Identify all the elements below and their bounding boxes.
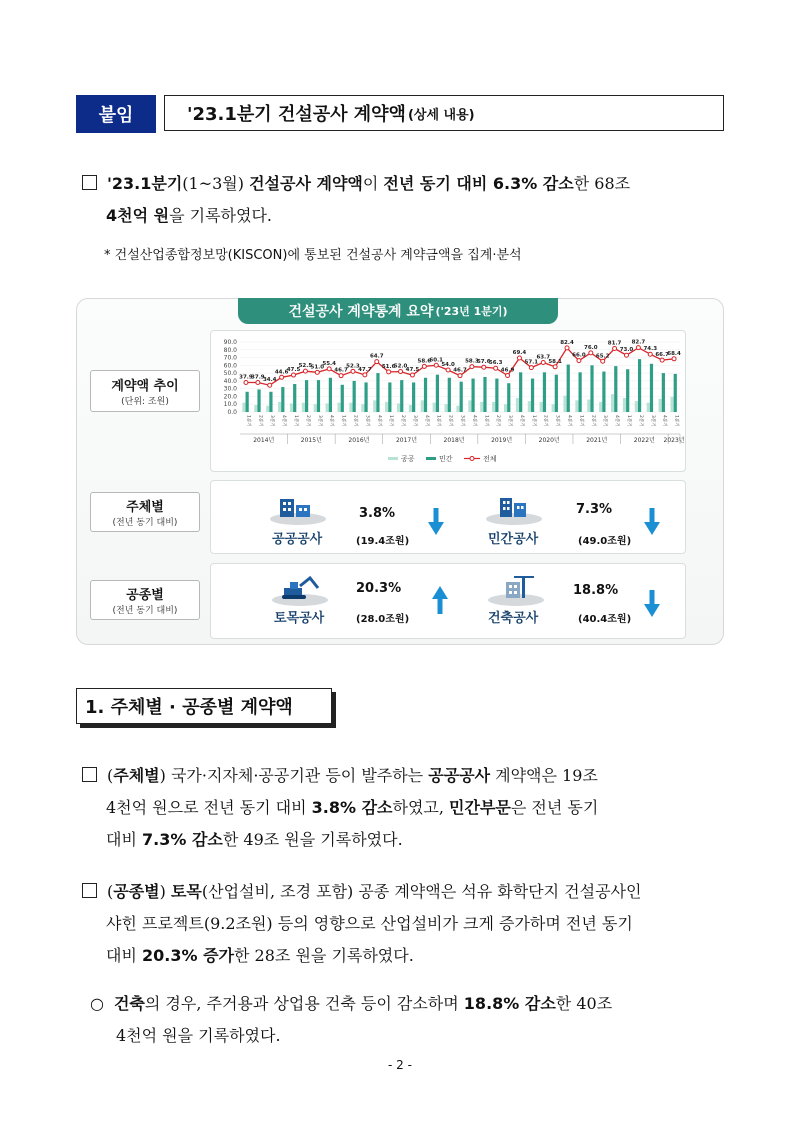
para2-line-2: 샤힌 프로젝트(9.2조원) 등의 영향으로 산업설비가 크게 증가하며 전년 동기 [106,914,633,933]
quarter-tick-label: 2분기 [447,415,453,427]
data-label: 47.5 [286,367,301,374]
point-total [410,373,414,377]
bar-private [674,374,677,412]
data-label: 37.9 [239,374,253,381]
public-works-name: 공공공사 [272,532,323,547]
bar-public [456,406,459,412]
y-tick-label: 50.0 [223,370,237,378]
bar-public [635,401,638,412]
para1-line-3 [106,824,736,855]
quarter-tick-label: 3분기 [364,415,370,427]
text: ) 국가·지자체·공공기관 등이 발주하는 [159,766,429,785]
private-works-pct: 7.3% [576,502,613,517]
point-total [244,381,248,385]
bar-private [555,375,558,412]
text: ( [107,766,114,785]
bar-private [495,379,498,412]
quarter-tick-label: 1분기 [483,415,489,427]
quarter-tick-label: 3분기 [459,415,465,427]
data-label: 82.7 [631,339,646,346]
data-label: 68.4 [667,350,681,357]
quarter-tick-label: 4분기 [661,415,667,427]
data-label: 47.5 [405,367,420,374]
bar-public [290,403,293,412]
text: (산업설비, 조경 포함) 공종 계약액은 석유 화학단지 건설공사인 [201,882,642,901]
point-total [613,346,617,350]
bar-private [626,369,629,412]
private-keyword: 민간부문 [449,798,511,817]
point-total [387,370,391,374]
data-label: 66.0 [572,352,586,359]
intro-change: 전년 동기 대비 6.3% 감소 [383,174,574,193]
y-tick-label: 70.0 [223,354,237,362]
bar-public [575,400,578,412]
point-total [506,374,510,378]
y-tick-label: 60.0 [223,362,237,370]
civil-keyword: 토목 [170,882,202,901]
point-total [517,356,521,360]
bar-public [599,402,602,412]
civil-works-amount: (28.0조원) [356,614,410,625]
data-label: 47.7 [358,366,372,373]
quarter-tick-label: 2분기 [637,415,643,427]
text: 한 49조 원을 기록하였다. [222,830,403,849]
point-total [672,357,676,361]
public-works-keyword: 공공공사 [428,766,491,785]
data-label: 58.3 [465,358,479,365]
point-total [470,365,474,369]
bar-public [670,397,673,412]
data-label: 58.6 [417,358,432,365]
bar-public [266,406,269,412]
by-entity-keyword: 주체별 [113,766,160,785]
bar-private [448,378,451,412]
text: 4천억 원으로 전년 동기 대비 [106,798,312,817]
bar-private [293,384,296,412]
point-total [624,353,628,357]
y-tick-label: 0.0 [227,409,237,416]
year-label: 2021년 [586,437,608,444]
quarter-tick-label: 2분기 [257,415,263,427]
trend-label-text: 계약액 추이 [111,379,179,394]
point-total [363,373,367,377]
bar-private [388,382,391,412]
quarter-tick-label: 1분기 [625,415,631,427]
data-label: 76.0 [584,344,598,351]
bar-public [623,398,626,412]
bar-private [412,382,415,412]
bar-private [662,373,665,412]
data-label: 52.5 [298,363,313,370]
data-label: 81.7 [607,340,622,347]
by-type-sub: (전년 동기 대비) [112,606,178,616]
bar-public [563,396,566,412]
point-total [458,374,462,378]
bar-private [281,387,284,412]
data-label: 54.0 [441,362,455,368]
bar-public [528,401,531,412]
quarter-tick-label: 2분기 [304,415,310,427]
year-label: 2019년 [491,437,513,444]
point-total [315,370,319,374]
quarter-tick-label: 4분기 [281,415,287,427]
bar-private [246,392,249,412]
source-note: * 건설산업종합정보망(KISCON)에 통보된 건설공사 계약금액을 집계·분석 [104,248,522,263]
bar-public [468,400,471,412]
bar-private [471,379,474,412]
page-title-sub: (상세 내용) [407,107,475,123]
public-works-pct: 3.8% [359,506,396,521]
intro-end: 을 기록하였다. [169,206,272,225]
down-arrow-icon [428,508,444,536]
legend-label-public: 공공 [401,455,415,463]
year-label: 2014년 [253,437,275,444]
point-total [541,360,545,364]
quarter-tick-label: 3분기 [411,415,417,427]
bar-private [507,383,510,412]
bar-private [364,382,367,412]
bar-public [492,402,495,412]
bar-private [424,378,427,412]
text: ( [107,882,114,901]
bar-public [373,400,376,412]
y-tick-label: 30.0 [223,385,237,393]
bar-public [337,403,340,412]
intro-amount-2: 4천억 원 [106,206,170,225]
bar-public [611,394,614,412]
bar-public [302,403,305,412]
point-total [268,383,272,387]
data-label: 55.4 [322,360,336,367]
bar-private [567,365,570,412]
bar-private [590,365,593,412]
data-label: 56.3 [488,360,503,367]
bar-public [409,405,412,412]
text: 하였고, [392,798,450,817]
point-total [636,346,640,350]
quarter-tick-label: 3분기 [649,415,655,427]
quarter-tick-label: 1분기 [340,415,346,427]
bar-public [433,403,436,412]
building-construction-icon [486,574,546,606]
data-label: 34.4 [262,377,277,384]
data-label: 69.4 [512,350,527,357]
quarter-tick-label: 3분기 [316,415,322,427]
point-total [292,373,296,377]
bar-private [602,372,605,412]
text: 한 28조 원을 기록하였다. [234,946,414,965]
trend-unit: (단위: 조원) [121,397,169,407]
checkbox-bullet-icon [82,767,97,782]
text: 대비 [106,830,142,849]
bar-private [269,392,272,412]
legend-swatch-public [388,457,398,460]
legend-swatch-private [426,457,436,460]
civil-change: 20.3% 증가 [142,946,234,965]
point-total [660,358,664,362]
point-total [280,375,284,379]
data-label: 64.7 [369,353,384,360]
quarter-tick-label: 1분기 [530,415,536,427]
text: 은 전년 동기 [510,798,599,817]
y-tick-label: 40.0 [223,377,237,385]
bar-public [552,404,555,412]
bar-public [647,403,650,412]
bar-private [460,382,463,412]
year-label: 2016년 [348,437,370,444]
point-total [327,367,331,371]
point-total [577,359,581,363]
bar-public [397,403,400,412]
by-entity-label [90,492,200,532]
bar-private [400,380,403,412]
quarter-tick-label: 4분기 [614,415,620,427]
quarter-tick-label: 1분기 [245,415,251,427]
intro-line-1 [82,168,732,199]
data-label: 46.7 [453,367,467,374]
bar-private [317,380,320,412]
civil-works-name: 토목공사 [274,611,325,626]
year-label: 2023년 [663,437,685,444]
para3-line-1 [90,988,735,1019]
y-tick-label: 90.0 [223,339,237,346]
infographic-title-text: 건설공사 계약통계 요약 [288,304,434,320]
quarter-tick-label: 2분기 [495,415,501,427]
year-label: 2022년 [633,437,655,444]
civil-works-pct: 20.3% [356,581,402,596]
data-label: 37.9 [251,374,265,381]
data-label: 51.6 [381,363,396,370]
text: 대비 [106,946,142,965]
text: 의 경우, 주거용과 상업용 건축 등이 감소하며 [144,994,464,1013]
data-label: 44.6 [274,369,289,376]
para1-line-1 [82,760,732,791]
bar-public [421,400,424,412]
para2-line-3 [106,940,736,971]
intro-particle: 이 [362,174,384,193]
building-keyword: 건축 [113,994,145,1013]
checkbox-bullet-icon [82,175,97,190]
intro-period: '23.1분기 [107,174,183,193]
bar-private [638,359,641,412]
text: ) [159,882,171,901]
quarter-tick-label: 1분기 [435,415,441,427]
text: 계약액은 19조 [490,766,598,785]
by-entity-sub: (전년 동기 대비) [112,518,178,528]
up-arrow-icon [432,586,448,614]
page-number: - 2 - [388,1058,412,1072]
data-label: 66.7 [655,352,669,359]
down-arrow-icon [644,508,660,536]
quarter-tick-label: 3분기 [269,415,275,427]
bar-public [587,400,590,412]
point-total [648,352,652,356]
page-title [164,95,724,131]
para2-line-1 [82,876,732,907]
bar-private [579,372,582,412]
quarter-tick-label: 4분기 [566,415,572,427]
data-label: 51.0 [310,364,325,371]
data-label: 57.6 [476,359,491,366]
bar-private [353,381,356,412]
year-label: 2020년 [538,437,560,444]
data-label: 58.1 [548,358,562,365]
infographic-title [238,298,558,324]
data-label: 65.2 [595,353,610,360]
bar-public [540,402,543,412]
bar-public [349,403,352,412]
quarter-tick-label: 3분기 [602,415,608,427]
data-label: 73.0 [619,347,634,354]
quarter-tick-label: 2분기 [590,415,596,427]
para1-line-2 [106,792,736,823]
contract-trend-chart [210,330,686,472]
year-label: 2018년 [443,437,465,444]
year-label: 2015년 [300,437,322,444]
private-works-name: 민간공사 [488,532,539,547]
public-building-icon [268,495,328,525]
building-change: 18.8% 감소 [463,994,556,1013]
data-label: 57.1 [524,359,539,366]
bar-private [650,364,653,412]
point-total [256,381,260,385]
point-total [601,359,605,363]
bar-public [314,404,317,412]
year-label: 2017년 [395,437,418,444]
quarter-tick-label: 1분기 [293,415,299,427]
bar-public [361,404,364,412]
point-total [375,360,379,364]
point-total [529,366,533,370]
bar-private [305,380,308,412]
point-total [565,346,569,350]
bar-public [445,404,448,412]
quarter-tick-label: 2분기 [400,415,406,427]
circle-bullet-icon: ○ [90,994,104,1013]
data-label: 82.4 [560,339,574,346]
intro-subject: 건설공사 계약액 [249,174,363,193]
point-total [339,374,343,378]
quarter-tick-label: 4분기 [471,415,477,427]
bar-private [341,385,344,412]
quarter-tick-label: 1분기 [388,415,394,427]
text: 한 40조 [555,994,613,1013]
data-label: 60.1 [429,357,444,364]
bar-private [543,372,546,412]
excavator-icon [270,574,330,606]
bar-private [376,373,379,412]
bar-public [504,404,507,412]
intro-line-2 [106,200,726,231]
point-total [494,366,498,370]
building-works-pct: 18.8% [573,583,619,598]
quarter-tick-label: 4분기 [423,415,429,427]
public-works-amount: (19.4조원) [356,536,410,547]
private-change: 7.3% 감소 [142,830,223,849]
data-label: 52.3 [346,363,360,370]
page-title-text: '23.1분기 건설공사 계약액 [187,104,406,125]
public-change: 3.8% 감소 [311,798,393,817]
by-entity-label-text: 주체별 [126,500,164,515]
bar-public [278,402,281,412]
attachment-tag: 붙임 [76,95,156,133]
data-label: 46.9 [500,367,515,374]
y-tick-label: 80.0 [223,346,237,354]
trend-label [90,370,200,412]
point-total [553,365,557,369]
bar-private [531,379,534,412]
bar-private [519,372,522,412]
checkbox-bullet-icon [82,883,97,898]
bar-private [329,378,332,412]
point-total [589,351,593,355]
quarter-tick-label: 1분기 [673,415,679,427]
point-total [434,363,438,367]
y-tick-label: 10.0 [223,401,237,409]
private-works-amount: (49.0조원) [578,536,632,547]
bar-public [326,403,329,412]
bar-public [480,402,483,412]
data-label: 46.7 [334,367,348,374]
private-building-icon [484,495,544,525]
bar-public [254,405,257,412]
building-works-name: 건축공사 [488,611,539,626]
quarter-tick-label: 4분기 [376,415,382,427]
bar-private [483,377,486,412]
point-total [399,370,403,374]
quarter-tick-label: 4분기 [518,415,524,427]
quarter-tick-label: 4분기 [328,415,334,427]
bar-public [242,403,245,412]
point-total [351,369,355,373]
quarter-tick-label: 3분기 [507,415,513,427]
bar-public [516,398,519,412]
intro-months: (1~3월) [182,174,250,193]
legend-label-total: 전체 [483,455,497,463]
by-type-label [90,580,200,620]
para3-line-2: 4천억 원을 기록하였다. [116,1026,281,1045]
data-label: 74.3 [643,346,658,353]
bar-public [385,402,388,412]
by-type-label-text: 공종별 [126,588,164,603]
quarter-tick-label: 3분기 [554,415,560,427]
legend-point-total [470,457,474,461]
by-type-keyword: 공종별 [113,882,160,901]
bar-public [659,399,662,412]
point-total [482,365,486,369]
down-arrow-icon [644,590,660,618]
bar-private [257,389,260,412]
quarter-tick-label: 1분기 [578,415,584,427]
data-label: 63.7 [536,354,551,361]
quarter-tick-label: 2분기 [352,415,358,427]
infographic-title-sub: ('23년 1분기) [435,305,508,318]
section-title: 1. 주체별 · 공종별 계약액 [76,688,332,724]
point-total [303,369,307,373]
point-total [422,364,426,368]
y-tick-label: 20.0 [223,393,237,401]
quarter-tick-label: 2분기 [542,415,548,427]
data-label: 52.0 [393,363,408,370]
bar-private [614,366,617,412]
point-total [446,368,450,372]
building-works-amount: (40.4조원) [578,614,632,625]
intro-amount-1: 한 68조 [573,174,631,193]
bar-private [436,375,439,412]
legend-label-private: 민간 [439,455,453,463]
